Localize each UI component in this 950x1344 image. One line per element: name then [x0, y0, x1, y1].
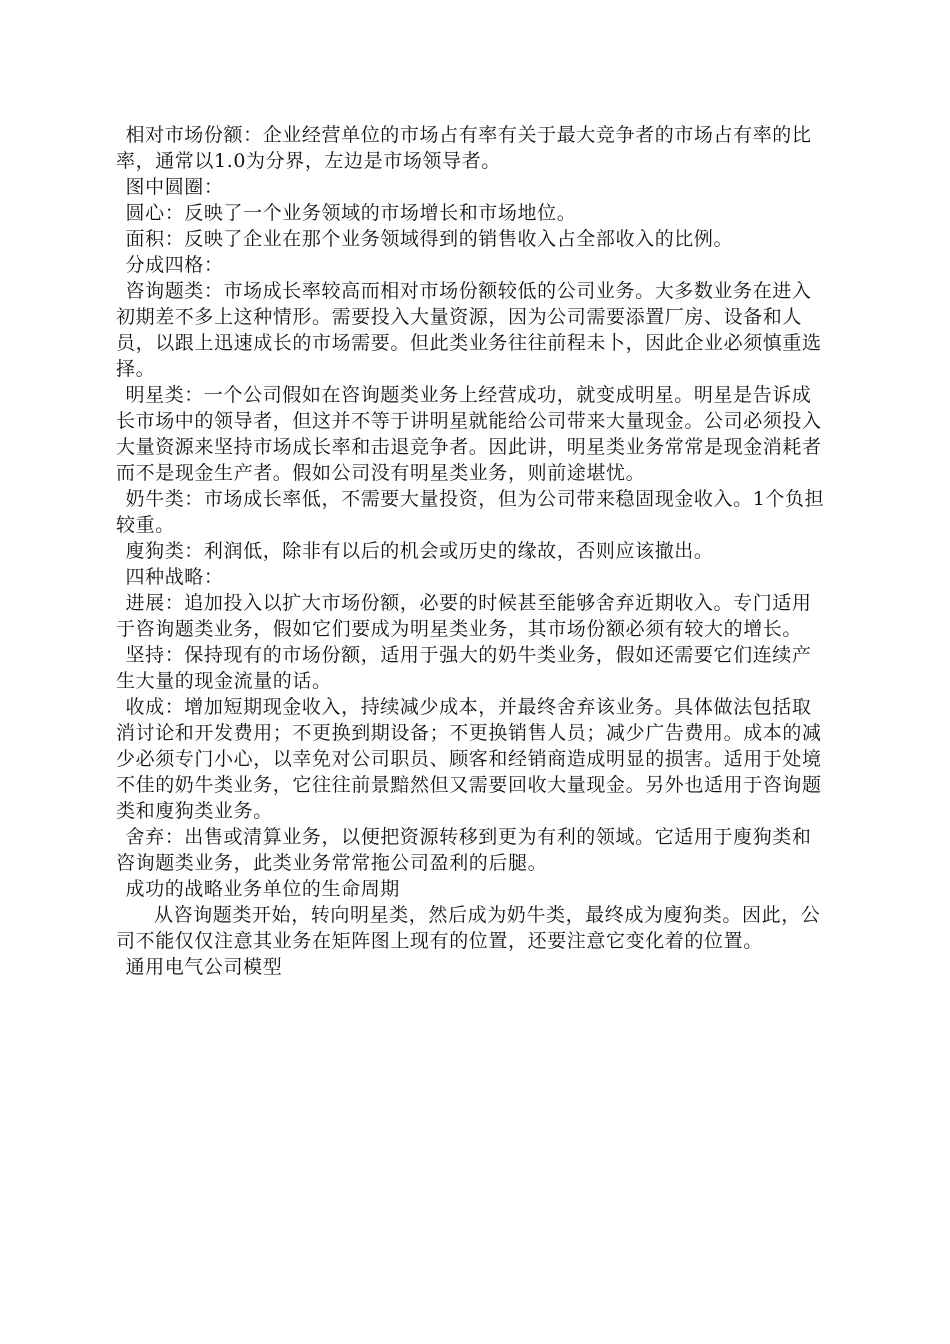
paragraph-dogs: 廋狗类：利润低，除非有以后的机会或历史的缘故，否则应该撤出。	[125, 540, 714, 562]
paragraph-harvest-strategy: 收成：增加短期现金收入，持续减少成本，并最终舍弃该业务。具体做法包括取消讨论和开发费用；不更换到期设备；不更换销售人员；减少广告费用。成本的减少必须专门小心，以幸免对公司职员、顾客和经销商造成明显的损害。适用于处境不佳的奶牛类业务，它往往前景黯然但又需要回收大量现金。另外也适用于咨询题类和廋狗类业务。	[116, 696, 822, 822]
paragraph-four-quadrants-heading: 分成四格：	[125, 254, 224, 276]
paragraph-hold-strategy: 坚持：保持现有的市场份额，适用于强大的奶牛类业务，假如还需要它们连续产生大量的现金流量的话。	[116, 644, 812, 692]
document-body	[116, 122, 830, 980]
paragraph-four-strategies-heading: 四种战略：	[125, 566, 224, 588]
paragraph-ge-model-heading: 通用电气公司模型	[125, 956, 283, 978]
paragraph-divest-strategy: 舍弃：出售或清算业务，以便把资源转移到更为有利的领域。它适用于廋狗类和咨询题类业务，此类业务常常拖公司盈利的后腿。	[116, 826, 812, 874]
paragraph-relative-market-share: 相对市场份额：企业经营单位的市场占有率有关于最大竞争者的市场占有率的比率，通常以1.0为分界，左边是市场领导者。	[116, 124, 812, 172]
paragraph-circles-heading: 图中圆圈：	[125, 176, 224, 198]
paragraph-life-cycle-heading: 成功的战略业务单位的生命周期	[125, 878, 400, 900]
paragraph-life-cycle-body: 从咨询题类开始，转向明星类，然后成为奶牛类，最终成为廋狗类。因此，公司不能仅仅注意其业务在矩阵图上现有的位置，还要注意它变化着的位置。	[116, 904, 821, 952]
paragraph-cash-cows: 奶牛类：市场成长率低，不需要大量投资，但为公司带来稳固现金收入。1个负担较重。	[116, 488, 825, 536]
paragraph-question-marks: 咨询题类：市场成长率较高而相对市场份额较低的公司业务。大多数业务在进入初期差不多上这种情形。需要投入大量资源，因为公司需要添置厂房、设备和人员，以跟上迅速成长的市场需要。但此类业务往往前程未卜，因此企业必须慎重选择。	[116, 280, 822, 380]
paragraph-circle-area: 面积：反映了企业在那个业务领域得到的销售收入占全部收入的比例。	[125, 228, 734, 250]
paragraph-build-strategy: 进展：追加投入以扩大市场份额，必要的时候甚至能够舍弃近期收入。专门适用于咨询题类业务，假如它们要成为明星类业务，其市场份额必须有较大的增长。	[116, 592, 812, 640]
paragraph-circle-center: 圆心：反映了一个业务领域的市场增长和市场地位。	[125, 202, 577, 224]
paragraph-stars: 明星类：一个公司假如在咨询题类业务上经营成功，就变成明星。明星是告诉成长市场中的领导者，但这并不等于讲明星就能给公司带来大量现金。公司必须投入大量资源来坚持市场成长率和击退竞争者。因此讲，明星类业务常常是现金消耗者而不是现金生产者。假如公司没有明星类业务，则前途堪忧。	[116, 384, 822, 484]
